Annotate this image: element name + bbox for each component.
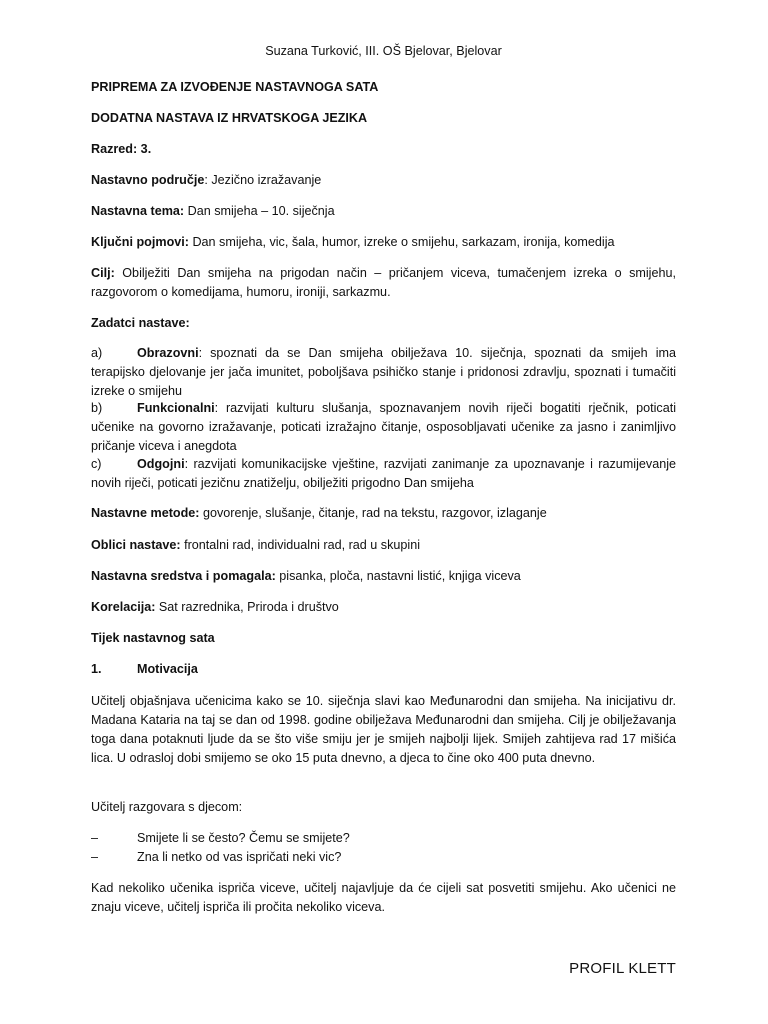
- field-nastavno-podrucje: Nastavno područje: Jezično izražavanje: [91, 173, 322, 187]
- footer-brand: PROFIL KLETT: [569, 960, 676, 977]
- tijek-heading: Tijek nastavnog sata: [91, 631, 215, 645]
- field-korelacija: Korelacija: Sat razrednika, Priroda i društvo: [91, 600, 339, 614]
- section-number: 1.: [91, 662, 102, 676]
- field-oblici-nastave: Oblici nastave: frontalni rad, individualni rad, rad u skupini: [91, 538, 421, 552]
- question-text: Zna li netko od vas ispričati neki vic?: [137, 850, 342, 864]
- paragraph-motivacija: Učitelj objašnjava učenicima kako se 10. siječnja slavi kao Međunarodni dan smijeha. Na inicijativu dr. Madana Kataria na taj se dan od 1998. godine obilježava Međunarodni dan smijeha. Cilj je obilježavanja toga dana potaknuti ljude da se što više smiju jer je smijeh najbolji lijek. Smijeh zahtijeva rad 17 mišića lica. U odrasloj dobi smijemo se oko 15 puta dnevno, a djeca to čine oko 400 puta dnevno.: [91, 694, 676, 765]
- field-razred: Razred: 3.: [91, 142, 152, 156]
- zadatci-heading: Zadatci nastave:: [91, 316, 190, 330]
- section-title: Motivacija: [137, 662, 198, 676]
- list-marker: a): [91, 346, 103, 360]
- title-priprema: PRIPREMA ZA IZVOĐENJE NASTAVNOGA SATA: [91, 80, 379, 94]
- zadatak-text: Funkcionalni: razvijati kulturu slušanja, spoznavanjem novih riječi bogatiti rječnik, poticati učenike na govorno izražavanje, poticati izražajno čitanje, osposobljavati učenike za jasno i zanimljivo pričanje viceva i anegdota: [91, 401, 676, 453]
- field-nastavne-metode: Nastavne metode: govorenje, slušanje, čitanje, rad na tekstu, razgovor, izlaganje: [91, 506, 547, 520]
- dash-marker: –: [91, 850, 99, 864]
- question-text: Smijete li se često? Čemu se smijete?: [137, 831, 350, 845]
- field-cilj: Cilj: Obilježiti Dan smijeha na prigodan način – pričanjem viceva, tumačenjem izreka o smijehu, razgovorom o komedijama, humoru, ironiji, sarkazmu.: [91, 266, 676, 299]
- page-header: Suzana Turković, III. OŠ Bjelovar, Bjelovar: [265, 44, 502, 58]
- list-marker: c): [91, 457, 102, 471]
- dash-marker: –: [91, 831, 99, 845]
- paragraph-zakljucak: Kad nekoliko učenika ispriča viceve, učitelj najavljuje da će cijeli sat posvetiti smijehu. Ako učenici ne znaju viceve, učitelj ispriča ili pročita nekoliko viceva.: [91, 881, 676, 914]
- title-dodatna-nastava: DODATNA NASTAVA IZ HRVATSKOGA JEZIKA: [91, 111, 368, 125]
- list-marker: b): [91, 401, 103, 415]
- field-nastavna-tema: Nastavna tema: Dan smijeha – 10. siječnja: [91, 204, 335, 218]
- field-nastavna-sredstva: Nastavna sredstva i pomagala: pisanka, ploča, nastavni listić, knjiga viceva: [91, 569, 521, 583]
- zadatak-text: Odgojni: razvijati komunikacijske vještine, razvijati zanimanje za upoznavanje i razumijevanje novih riječi, poticati jezičnu znatiželju, obilježiti prigodno Dan smijeha: [91, 457, 676, 490]
- paragraph-razgovor: Učitelj razgovara s djecom:: [91, 800, 243, 814]
- field-kljucni-pojmovi: Ključni pojmovi: Dan smijeha, vic, šala, humor, izreke o smijehu, sarkazam, ironija, komedija: [91, 235, 615, 249]
- zadatak-text: Obrazovni: spoznati da se Dan smijeha obilježava 10. siječnja, spoznati da smijeh ima terapijsko djelovanje jer jača imunitet, poboljšava psihičko stanje i pridonosi zdravlju, spoznati i tumačiti izreke o smijehu: [91, 346, 676, 398]
